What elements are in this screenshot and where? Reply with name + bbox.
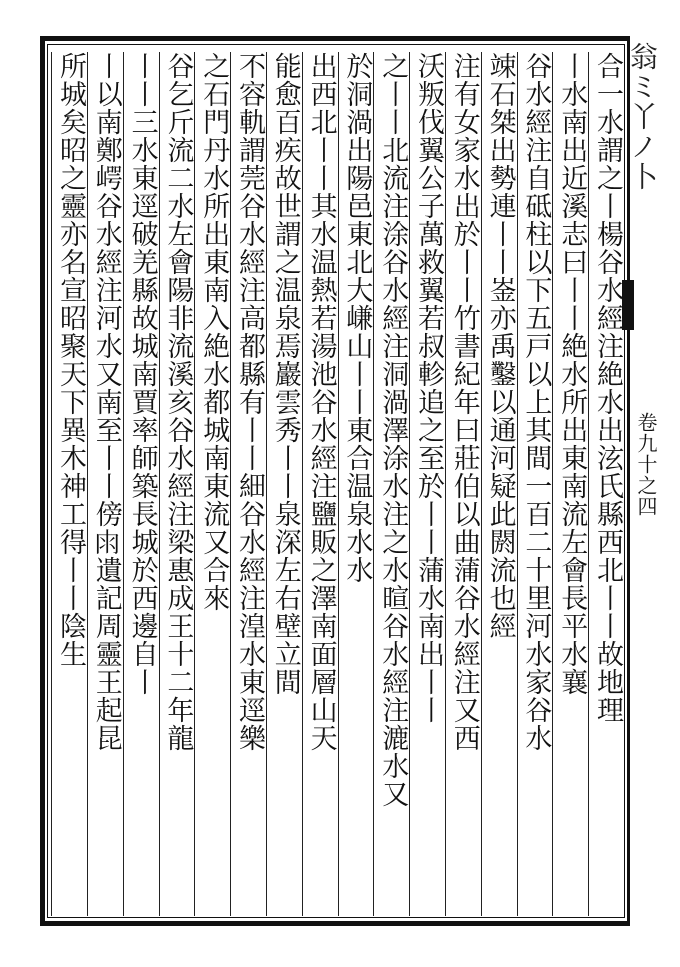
column-text: 合一水謂之丨楊谷水經注絶水出泫氏縣西北丨丨故地理: [591, 52, 623, 724]
column-text: 谷乞斤流二水左會陽非流溪亥谷水經注梁惠成王十二年龍: [162, 52, 194, 752]
column-text: 竦石桀出勢連丨丨崟亦禹鑿以通河疑此閼流也經: [484, 52, 516, 640]
text-column: [159, 52, 195, 916]
text-column: [338, 52, 374, 916]
column-text: 谷水經注自砥柱以下五戸以上其間一百二十里河水家谷水: [520, 52, 552, 752]
column-text: 出西北丨丨其水温熱若湯池谷水經注鹽販之澤南面層山天: [305, 52, 337, 752]
text-column: [230, 52, 266, 916]
text-column: [481, 52, 517, 916]
text-column: [445, 52, 481, 916]
column-text: 能愈百疾故世謂之温泉焉巖雲秀丨丨泉深左右壁立間: [269, 52, 301, 696]
text-column: [123, 52, 159, 916]
text-column: [194, 52, 230, 916]
text-column: [302, 52, 338, 916]
column-text: 之石門丹水所出東南入絶水都城南東流又合來: [198, 52, 230, 612]
text-column: [552, 52, 588, 916]
column-text: 丨以南鄭崿谷水經注河水又南至丨丨傍𠕒遺記周靈王起昆: [90, 52, 122, 752]
column-text: 注有女家水出於丨丨竹書紀年曰莊伯以曲蒲谷水經注又西: [448, 52, 480, 752]
column-text: 丨水南出近溪志曰丨丨絶水所出東南流左會長平水襄: [556, 52, 588, 696]
text-column: [266, 52, 302, 916]
running-header-fragment: 翁ミ丫ノ卜: [626, 42, 659, 192]
text-column: [517, 52, 553, 916]
text-column: [373, 52, 409, 916]
column-text: 於洞渦出陽邑東北大嵰山丨丨東合温泉水水: [341, 52, 373, 584]
column-text: 沃叛伐翼公子萬救翼若叔軫追之至於丨丨蒲水南出丨丨: [412, 52, 444, 724]
text-column: [409, 52, 445, 916]
text-column: [87, 52, 123, 916]
column-text: 所城矣昭之靈亦名宣昭聚天下異木神工得丨丨陰生: [54, 52, 86, 668]
column-text: 丨丨三水東逕破羌縣故城南賈率師築長城於西邊自丨: [126, 52, 158, 696]
column-text: 不容軌謂莞谷水經注高都縣有丨丨細谷水經注湟水東逕樂: [233, 52, 265, 752]
text-column: [51, 52, 87, 916]
margin-note: 卷九十之四: [634, 412, 658, 517]
text-column: [588, 52, 624, 916]
column-text: 之丨丨北流注涂谷水經注洞渦澤涂水注之水暄谷水經注漉水又: [377, 52, 409, 808]
